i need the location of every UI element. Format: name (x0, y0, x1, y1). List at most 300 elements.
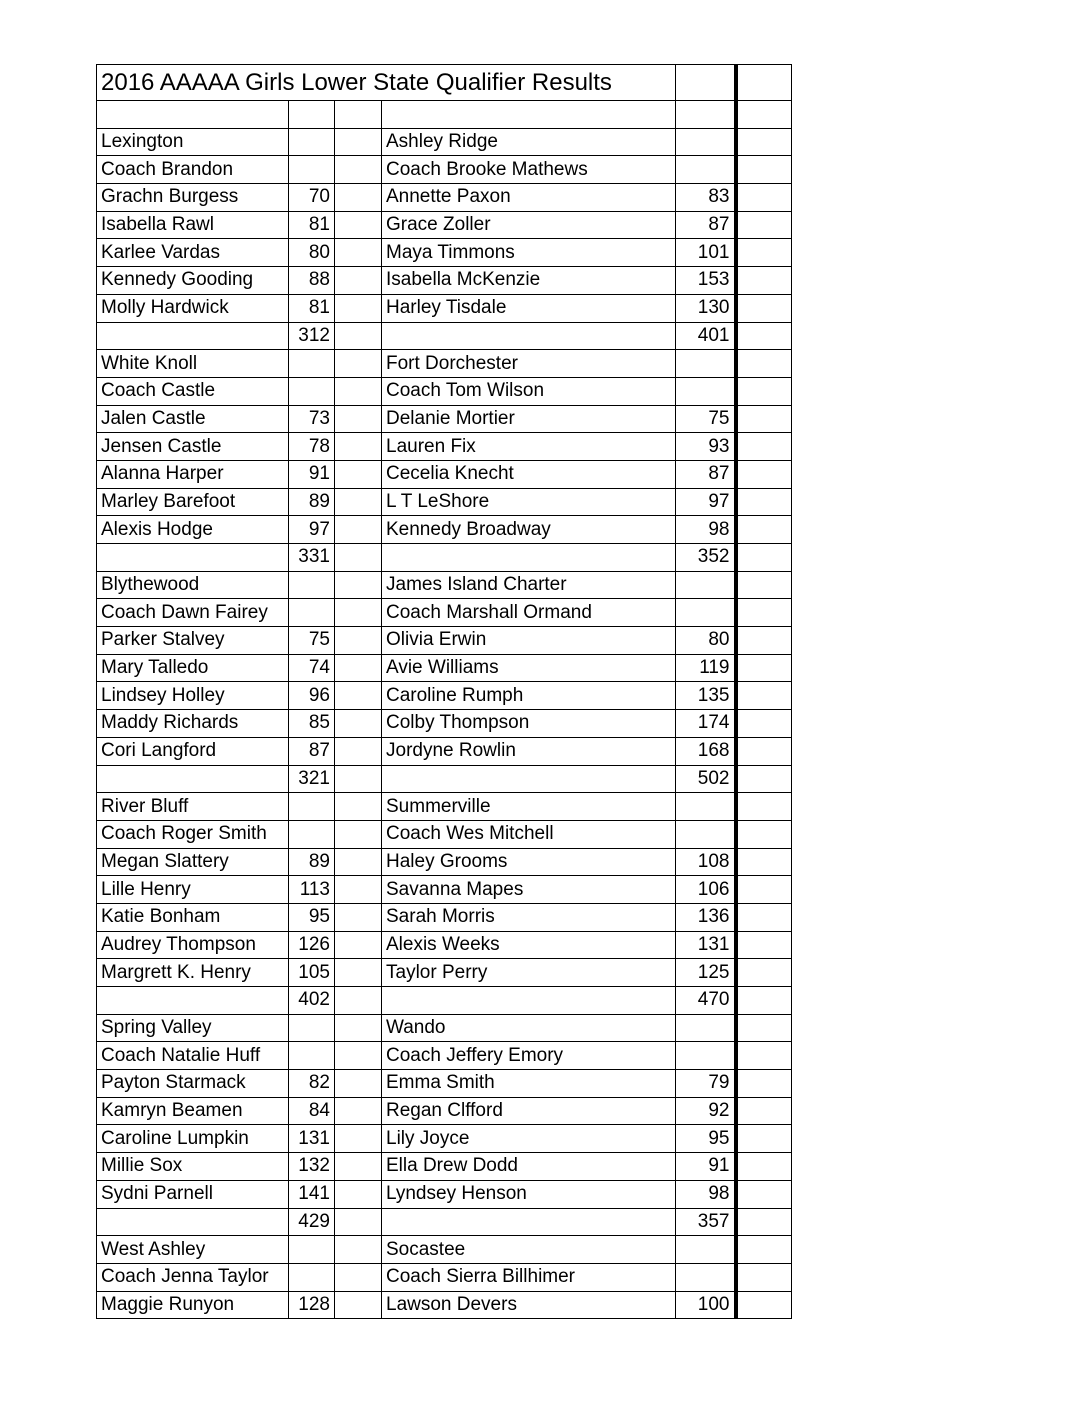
player-name-left-cell: West Ashley (97, 1236, 289, 1264)
table-row (97, 1180, 792, 1208)
score-left-cell: 87 (289, 737, 335, 765)
spacer-cell (335, 433, 382, 461)
score-right-cell: 174 (676, 710, 736, 738)
table-row (97, 1042, 792, 1070)
player-name-left-cell: Coach Natalie Huff (97, 1042, 289, 1070)
score-left-cell (289, 1263, 335, 1291)
table-row (97, 488, 792, 516)
blank-cell (736, 1042, 792, 1070)
table-row (97, 516, 792, 544)
blank-cell (736, 710, 792, 738)
player-name-left-cell: Megan Slattery (97, 848, 289, 876)
player-name-left-cell: Molly Hardwick (97, 294, 289, 322)
player-name-left-cell: Karlee Vardas (97, 239, 289, 267)
player-name-left-cell: Coach Brandon (97, 156, 289, 184)
score-left-cell: 128 (289, 1291, 335, 1319)
blank-cell (736, 156, 792, 184)
score-right-cell (676, 377, 736, 405)
player-name-left-cell: Blythewood (97, 571, 289, 599)
table-row (97, 627, 792, 655)
player-name-right-cell: Cecelia Knecht (382, 460, 676, 488)
spacer-cell (335, 765, 382, 793)
spacer-cell (335, 710, 382, 738)
spacer-cell (335, 101, 382, 129)
blank-cell (736, 1180, 792, 1208)
results-table (96, 64, 792, 1319)
table-row (97, 1153, 792, 1181)
player-name-left-cell (97, 322, 289, 350)
blank-cell (736, 294, 792, 322)
player-name-right-cell (382, 1208, 676, 1236)
score-left-cell: 321 (289, 765, 335, 793)
spacer-cell (335, 1014, 382, 1042)
table-row (97, 267, 792, 295)
spacer-cell (335, 627, 382, 655)
score-right-cell: 168 (676, 737, 736, 765)
spacer-cell (335, 322, 382, 350)
score-right-cell (676, 1014, 736, 1042)
player-name-right-cell: Delanie Mortier (382, 405, 676, 433)
score-right-cell: 131 (676, 931, 736, 959)
player-name-right-cell: Lily Joyce (382, 1125, 676, 1153)
blank-cell (736, 876, 792, 904)
spacer-cell (335, 516, 382, 544)
score-right-cell: 91 (676, 1153, 736, 1181)
table-row (97, 128, 792, 156)
player-name-left-cell: Katie Bonham (97, 903, 289, 931)
blank-cell (736, 1291, 792, 1319)
score-right-cell (676, 820, 736, 848)
blank-cell (736, 1263, 792, 1291)
table-row (97, 101, 792, 129)
player-name-left-cell: Jalen Castle (97, 405, 289, 433)
table-row (97, 239, 792, 267)
score-right-cell: 98 (676, 1180, 736, 1208)
blank-cell (736, 1125, 792, 1153)
player-name-right-cell: Coach Jeffery Emory (382, 1042, 676, 1070)
player-name-right-cell: Isabella McKenzie (382, 267, 676, 295)
player-name-right-cell: Wando (382, 1014, 676, 1042)
player-name-right-cell (382, 322, 676, 350)
blank-cell (736, 903, 792, 931)
player-name-right-cell: Ella Drew Dodd (382, 1153, 676, 1181)
player-name-left-cell (97, 1208, 289, 1236)
score-right-cell: 352 (676, 544, 736, 572)
player-name-left-cell: Grachn Burgess (97, 184, 289, 212)
score-left-cell (289, 571, 335, 599)
player-name-left-cell: Caroline Lumpkin (97, 1125, 289, 1153)
spacer-cell (335, 1263, 382, 1291)
player-name-left-cell: Audrey Thompson (97, 931, 289, 959)
score-right-cell: 101 (676, 239, 736, 267)
table-row (97, 1291, 792, 1319)
score-right-cell: 87 (676, 460, 736, 488)
blank-cell (736, 350, 792, 378)
table-row (97, 765, 792, 793)
spacer-cell (335, 848, 382, 876)
blank-cell (736, 765, 792, 793)
player-name-left-cell: River Bluff (97, 793, 289, 821)
blank-cell (736, 848, 792, 876)
spacer-cell (335, 1236, 382, 1264)
spacer-cell (335, 571, 382, 599)
player-name-left-cell: Coach Jenna Taylor (97, 1263, 289, 1291)
score-right-cell (676, 1263, 736, 1291)
table-row (97, 184, 792, 212)
blank-cell (736, 931, 792, 959)
table-row (97, 1125, 792, 1153)
blank-cell (736, 737, 792, 765)
score-right-cell: 100 (676, 1291, 736, 1319)
score-left-cell: 429 (289, 1208, 335, 1236)
blank-cell (736, 820, 792, 848)
player-name-right-cell: Lauren Fix (382, 433, 676, 461)
player-name-right-cell (382, 544, 676, 572)
blank-cell (736, 433, 792, 461)
blank-cell (736, 1097, 792, 1125)
player-name-right-cell (382, 765, 676, 793)
blank-cell (736, 987, 792, 1015)
spacer-cell (335, 267, 382, 295)
player-name-right-cell: Coach Wes Mitchell (382, 820, 676, 848)
spacer-cell (335, 211, 382, 239)
blank-cell (736, 682, 792, 710)
spacer-cell (335, 294, 382, 322)
blank-cell (736, 959, 792, 987)
table-row (97, 544, 792, 572)
blank-cell (736, 267, 792, 295)
score-right-cell: 87 (676, 211, 736, 239)
score-left-cell: 89 (289, 848, 335, 876)
player-name-right-cell: Annette Paxon (382, 184, 676, 212)
blank-cell (736, 571, 792, 599)
blank-cell (736, 1236, 792, 1264)
blank-cell (736, 1208, 792, 1236)
spacer-cell (335, 1180, 382, 1208)
score-left-cell: 80 (289, 239, 335, 267)
score-left-cell (289, 128, 335, 156)
player-name-right-cell (382, 987, 676, 1015)
page-title: 2016 AAAAA Girls Lower State Qualifier Results (97, 65, 676, 101)
score-right-cell: 502 (676, 765, 736, 793)
player-name-right-cell: Socastee (382, 1236, 676, 1264)
spacer-cell (335, 876, 382, 904)
table-row (97, 959, 792, 987)
blank-cell (736, 405, 792, 433)
spacer-cell (335, 987, 382, 1015)
player-name-right-cell: Coach Brooke Mathews (382, 156, 676, 184)
player-name-left-cell: Cori Langford (97, 737, 289, 765)
spacer-cell (335, 350, 382, 378)
spacer-cell (335, 903, 382, 931)
score-left-cell: 126 (289, 931, 335, 959)
score-right-cell (676, 1042, 736, 1070)
player-name-right-cell: Alexis Weeks (382, 931, 676, 959)
table-row (97, 460, 792, 488)
player-name-right-cell: Harley Tisdale (382, 294, 676, 322)
score-right-cell: 470 (676, 987, 736, 1015)
score-right-cell: 357 (676, 1208, 736, 1236)
spacer-cell (335, 488, 382, 516)
score-left-cell (289, 1042, 335, 1070)
score-right-cell (676, 1236, 736, 1264)
table-row (97, 156, 792, 184)
score-left-cell (289, 820, 335, 848)
score-right-cell (676, 571, 736, 599)
blank-cell (736, 101, 792, 129)
player-name-right-cell: Olivia Erwin (382, 627, 676, 655)
player-name-right-cell: Lawson Devers (382, 1291, 676, 1319)
score-right-cell: 80 (676, 627, 736, 655)
table-row (97, 710, 792, 738)
player-name-left-cell: Kennedy Gooding (97, 267, 289, 295)
score-right-cell: 98 (676, 516, 736, 544)
score-right-cell: 153 (676, 267, 736, 295)
score-left-cell: 89 (289, 488, 335, 516)
table-row (97, 987, 792, 1015)
player-name-right-cell: James Island Charter (382, 571, 676, 599)
player-name-left-cell: Coach Dawn Fairey (97, 599, 289, 627)
blank-cell (736, 488, 792, 516)
player-name-right-cell: Caroline Rumph (382, 682, 676, 710)
table-row (97, 377, 792, 405)
spacer-cell (335, 793, 382, 821)
table-row (97, 876, 792, 904)
blank-cell (736, 654, 792, 682)
score-left-cell (289, 156, 335, 184)
player-name-left-cell: Maggie Runyon (97, 1291, 289, 1319)
table-row (97, 1097, 792, 1125)
player-name-left-cell: Alexis Hodge (97, 516, 289, 544)
player-name-right-cell: Jordyne Rowlin (382, 737, 676, 765)
player-name-left-cell: Maddy Richards (97, 710, 289, 738)
score-left-cell: 78 (289, 433, 335, 461)
table-row (97, 903, 792, 931)
player-name-right-cell: Colby Thompson (382, 710, 676, 738)
player-name-left-cell: Kamryn Beamen (97, 1097, 289, 1125)
score-left-cell: 73 (289, 405, 335, 433)
score-left-cell: 88 (289, 267, 335, 295)
blank-cell (736, 793, 792, 821)
table-row (97, 350, 792, 378)
player-name-left-cell: Lindsey Holley (97, 682, 289, 710)
table-row (97, 599, 792, 627)
score-right-cell: 95 (676, 1125, 736, 1153)
score-right-cell: 97 (676, 488, 736, 516)
player-name-right-cell: Taylor Perry (382, 959, 676, 987)
table-row (97, 1208, 792, 1236)
player-name-left-cell: Margrett K. Henry (97, 959, 289, 987)
score-left-cell: 81 (289, 294, 335, 322)
score-right-cell: 93 (676, 433, 736, 461)
player-name-left-cell: Lille Henry (97, 876, 289, 904)
player-name-right-cell: Kennedy Broadway (382, 516, 676, 544)
score-left-cell: 105 (289, 959, 335, 987)
blank-cell (736, 544, 792, 572)
player-name-right-cell: Summerville (382, 793, 676, 821)
player-name-right-cell (382, 101, 676, 129)
blank-cell (736, 184, 792, 212)
player-name-left-cell: Millie Sox (97, 1153, 289, 1181)
score-right-cell: 108 (676, 848, 736, 876)
table-row (97, 1014, 792, 1042)
score-right-cell: 75 (676, 405, 736, 433)
blank-cell (736, 65, 792, 101)
spacer-cell (335, 239, 382, 267)
score-left-cell: 70 (289, 184, 335, 212)
player-name-right-cell: Savanna Mapes (382, 876, 676, 904)
score-left-cell: 113 (289, 876, 335, 904)
spacer-cell (335, 156, 382, 184)
player-name-left-cell: Isabella Rawl (97, 211, 289, 239)
player-name-left-cell: Sydni Parnell (97, 1180, 289, 1208)
blank-cell (736, 239, 792, 267)
blank-cell (736, 128, 792, 156)
player-name-right-cell: Fort Dorchester (382, 350, 676, 378)
player-name-left-cell: Spring Valley (97, 1014, 289, 1042)
score-left-cell: 95 (289, 903, 335, 931)
blank-cell (736, 322, 792, 350)
blank-cell (736, 599, 792, 627)
spacer-cell (335, 1097, 382, 1125)
score-right-cell (676, 156, 736, 184)
player-name-right-cell: Coach Tom Wilson (382, 377, 676, 405)
table-row (97, 654, 792, 682)
player-name-left-cell: White Knoll (97, 350, 289, 378)
blank-cell (736, 211, 792, 239)
spacer-cell (335, 682, 382, 710)
spacer-cell (335, 1291, 382, 1319)
score-left-cell: 331 (289, 544, 335, 572)
spacer-cell (335, 820, 382, 848)
score-left-cell: 96 (289, 682, 335, 710)
score-left-cell: 131 (289, 1125, 335, 1153)
player-name-left-cell: Parker Stalvey (97, 627, 289, 655)
player-name-right-cell: Grace Zoller (382, 211, 676, 239)
blank-cell (736, 516, 792, 544)
player-name-left-cell (97, 544, 289, 572)
score-left-cell (289, 793, 335, 821)
score-right-cell: 92 (676, 1097, 736, 1125)
spacer-cell (335, 959, 382, 987)
table-row (97, 931, 792, 959)
score-right-cell: 106 (676, 876, 736, 904)
spacer-cell (335, 460, 382, 488)
score-right-cell: 83 (676, 184, 736, 212)
score-left-cell: 91 (289, 460, 335, 488)
spacer-cell (335, 1042, 382, 1070)
score-left-cell: 312 (289, 322, 335, 350)
spacer-cell (335, 1125, 382, 1153)
player-name-right-cell: Coach Marshall Ormand (382, 599, 676, 627)
spacer-cell (335, 377, 382, 405)
table-row (97, 405, 792, 433)
spacer-cell (335, 654, 382, 682)
spacer-cell (335, 931, 382, 959)
spacer-cell (335, 184, 382, 212)
table-row (97, 848, 792, 876)
score-left-cell (289, 1236, 335, 1264)
table-row (97, 211, 792, 239)
spacer-cell (335, 544, 382, 572)
score-right-cell (676, 793, 736, 821)
table-row (97, 1070, 792, 1098)
score-right-cell (676, 101, 736, 129)
blank-cell (736, 460, 792, 488)
spacer-cell (335, 599, 382, 627)
score-right-cell: 401 (676, 322, 736, 350)
player-name-right-cell: Regan Clfford (382, 1097, 676, 1125)
player-name-left-cell: Marley Barefoot (97, 488, 289, 516)
player-name-left-cell: Lexington (97, 128, 289, 156)
score-left-cell (289, 599, 335, 627)
score-right-cell (676, 350, 736, 378)
score-right-cell: 79 (676, 1070, 736, 1098)
blank-cell (736, 1070, 792, 1098)
player-name-right-cell: Coach Sierra Billhimer (382, 1263, 676, 1291)
score-left-cell: 132 (289, 1153, 335, 1181)
score-left-cell (289, 101, 335, 129)
table-row (97, 820, 792, 848)
score-right-cell: 136 (676, 903, 736, 931)
player-name-right-cell: Ashley Ridge (382, 128, 676, 156)
score-right-cell: 130 (676, 294, 736, 322)
player-name-left-cell: Mary Talledo (97, 654, 289, 682)
table-row (97, 793, 792, 821)
title-row (97, 65, 792, 101)
player-name-right-cell: Haley Grooms (382, 848, 676, 876)
score-right-cell (676, 599, 736, 627)
spacer-cell (335, 128, 382, 156)
score-left-cell: 81 (289, 211, 335, 239)
player-name-left-cell: Coach Roger Smith (97, 820, 289, 848)
player-name-right-cell: Avie Williams (382, 654, 676, 682)
blank-cell (736, 1153, 792, 1181)
table-row (97, 737, 792, 765)
score-left-cell (289, 1014, 335, 1042)
score-left-cell: 82 (289, 1070, 335, 1098)
player-name-left-cell: Jensen Castle (97, 433, 289, 461)
player-name-right-cell: L T LeShore (382, 488, 676, 516)
spacer-cell (335, 737, 382, 765)
player-name-left-cell (97, 987, 289, 1015)
score-right-cell: 119 (676, 654, 736, 682)
score-left-cell: 74 (289, 654, 335, 682)
table-row (97, 294, 792, 322)
player-name-right-cell: Emma Smith (382, 1070, 676, 1098)
spacer-cell (335, 1208, 382, 1236)
table-row (97, 1236, 792, 1264)
player-name-left-cell: Alanna Harper (97, 460, 289, 488)
blank-cell (736, 627, 792, 655)
score-right-cell: 125 (676, 959, 736, 987)
player-name-left-cell: Coach Castle (97, 377, 289, 405)
table-row (97, 571, 792, 599)
score-right-cell: 135 (676, 682, 736, 710)
score-left-cell: 97 (289, 516, 335, 544)
player-name-left-cell (97, 765, 289, 793)
score-left-cell (289, 350, 335, 378)
spacer-cell (335, 1070, 382, 1098)
blank-cell (736, 1014, 792, 1042)
score-left-cell: 402 (289, 987, 335, 1015)
score-left-cell: 75 (289, 627, 335, 655)
player-name-right-cell: Lyndsey Henson (382, 1180, 676, 1208)
spacer-cell (335, 405, 382, 433)
score-left-cell: 85 (289, 710, 335, 738)
player-name-right-cell: Maya Timmons (382, 239, 676, 267)
score-left-cell: 84 (289, 1097, 335, 1125)
